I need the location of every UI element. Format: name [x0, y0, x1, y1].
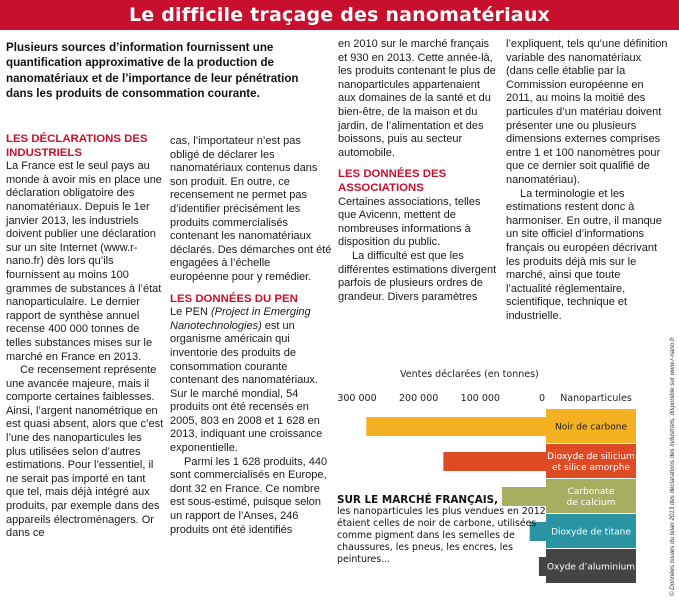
x-tick-label: 300 000 — [337, 393, 377, 404]
x-tick-label: 100 000 — [460, 393, 500, 404]
chart-caption — [337, 494, 557, 566]
paragraph: La terminologie et les estimations restent donc à harmoniser. En outre, il manque un site officiel d’informations français ou européen décrivant les produits déjà mis sur le marché, ainsi que toute l’actualité réglementaire, scientifique, technique et industrielle. — [506, 187, 662, 322]
x-tick-label: 200 000 — [399, 393, 439, 404]
caption-lead: SUR LE MARCHÉ FRANÇAIS, — [337, 494, 499, 506]
italic-text: (Project in Emerging Nanotechnologies) — [170, 306, 311, 332]
x-tick-label: 0 — [538, 393, 546, 404]
paragraph: Parmi les 1 628 produits, 440 sont commercialisés en Europe, dont 32 en France. Ce nombre est sous-estimé, puisque selon un rapport de l’Anses, 246 produits ont été identifiés — [170, 455, 328, 536]
text: Le PEN — [170, 306, 211, 319]
page-title: Le difficile traçage des nanomatériaux — [0, 0, 679, 30]
source-credit — [668, 300, 678, 596]
category-label: et silice amorphe — [552, 463, 630, 473]
paragraph: Ce recensement représente une avancée majeure, mais il comporte certaines faiblesses. Ainsi, l’argent nanométrique en est quasi absent, alors que c’est l’une des nanoparticules les plus utilisées selon d’autres estimations. Pour l’essentiel, il ne serait pas importé en tant que tel, mais déjà intégré aux produits, par exemple dans des appareils électroménagers. Or dans ce — [6, 364, 164, 540]
column-1 — [6, 133, 164, 541]
credit-text: © Données issues du bilan 2013 des déclarations des industriels, disponible sur www.r-nano.fr — [669, 337, 676, 596]
category-label: Dioxyde de titane — [551, 527, 631, 538]
category-label: Oxyde d’aluminium — [546, 562, 636, 573]
bar — [443, 452, 546, 471]
paragraph: cas, l’importateur n’est pas obligé de déclarer les nanomatériaux contenus dans son produit. En outre, ce recensement ne permet pas d’identifier précisément les produits commercialisés contenant les nanomatériaux déclarés. Des démarches ont été engagées à l’échelle européenne pour y remédier. — [170, 135, 332, 283]
bar — [366, 417, 546, 436]
category-boxes — [546, 409, 636, 583]
category-label: de calcium — [566, 498, 616, 508]
intro-text: Plusieurs sources d’information fournissent une quantification approximative de la production de nanomatériaux et de l’importance de leur pénétration dans les produits de consommation courante. — [6, 41, 299, 100]
paragraph: La difficulté est que les différentes estimations divergent parfois de plusieurs ordres de grandeur. Divers paramètres — [338, 249, 497, 303]
category-label: Noir de carbone — [554, 422, 628, 433]
section-heading-associations: LES DONNÉES DES ASSOCIATIONS — [338, 168, 447, 194]
x-axis-ticks — [337, 393, 545, 404]
category-label: Dioxyde de silicium — [547, 452, 635, 462]
section-heading-declarations: LES DÉCLARATIONS DES INDUSTRIELS — [6, 133, 148, 159]
chart-title: Ventes déclarées (en tonnes) — [400, 369, 539, 380]
column-4 — [506, 38, 668, 323]
paragraph: La France est le seul pays au monde à avoir mis en place une déclaration obligatoire des nanomatériaux. Depuis le 1er janvier 2013, les industriels doivent publier une déclaration sur un site Internet (www.r-nano.fr) dès lors qu’ils fournissent au moins 100 grammes de substances à l’état nanoparticulaire. Le dernier rapport de synthèse annuel recense 400 000 tonnes de telles substances mises sur le marché en France en 2013. — [6, 160, 162, 363]
section-heading-pen: LES DONNÉES DU PEN — [170, 292, 298, 305]
text: est un organisme américain qui inventorie des produits de consommation courante contenant des nanomatériaux. Sur le marché mondial, 54 produits ont été recensés en 2005, 803 en 2008 et 1 628 en 2013, indiquant une croissance exponentielle. — [170, 319, 323, 455]
paragraph: Certaines associations, telles que Avicenn, mettent de nombreuses informations à disposition du public. — [338, 195, 481, 249]
paragraph: l’expliquent, tels qu’une définition variable des nanomatériaux (dans celle établie par la Commission européenne en 2011, au moins la moitié des particules d’un matériau doivent présenter une ou plusieurs dimensions externes comprises entre 1 et 100 nanomètres pour que ce dernier soit qualifié de nanomatériau). — [506, 38, 668, 186]
legend-title: Nanoparticules — [560, 393, 632, 404]
paragraph: en 2010 sur le marché français et 930 en 2013. Cette année-là, les produits contenant le plus de nanoparticules appartenaient aux domaines de la santé et du bien-être, de la maison et du jardin, de l’alimentation et des boissons, puis au secteur automobile. — [338, 38, 496, 159]
category-label: Carbonate — [567, 487, 615, 497]
column-3 — [338, 38, 500, 304]
paragraph — [170, 306, 332, 456]
column-2 — [170, 135, 332, 537]
caption-text: les nanoparticules les plus vendues en 2012 étaient celles de noir de carbone, utilisées comme pigment dans les semelles de chaussures, les pneus, les encres, les peintures... — [337, 506, 546, 565]
